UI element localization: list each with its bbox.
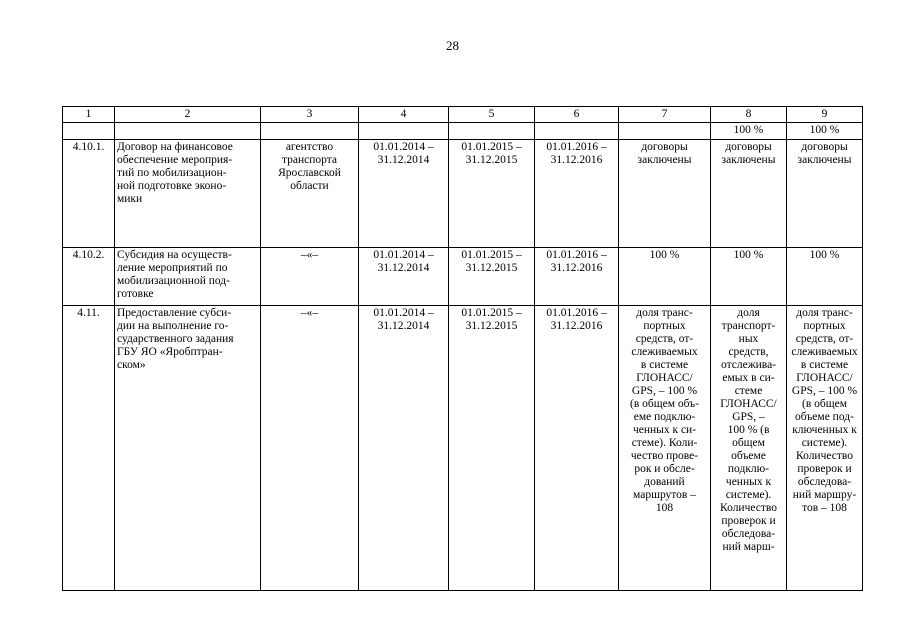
- cell-name: Договор на финансовое обеспечение мероприя- тий по мобилизацион- ной подготовке эконо- мики: [115, 140, 261, 248]
- cell-result-9: 100 %: [787, 248, 863, 306]
- program-table: [62, 106, 863, 591]
- cell-period-2014: 01.01.2014 – 31.12.2014: [359, 140, 449, 248]
- cell-name: Предоставление субси- дии на выполнение го- сударственного задания ГБУ ЯО «Яробптран- ском»: [115, 306, 261, 591]
- cell-result-9: 100 %: [787, 123, 863, 140]
- cell-period-2014: 01.01.2014 – 31.12.2014: [359, 306, 449, 591]
- cell-num: 4.10.1.: [63, 140, 115, 248]
- cell-period-2016: 01.01.2016 – 31.12.2016: [535, 140, 619, 248]
- cell-period-2016: 01.01.2016 – 31.12.2016: [535, 306, 619, 591]
- cell-result-9: договоры заключены: [787, 140, 863, 248]
- page-number: 28: [446, 38, 459, 53]
- cell-period-2015: [449, 123, 535, 140]
- column-header: 8: [711, 107, 787, 123]
- cell-period-2015: 01.01.2015 – 31.12.2015: [449, 140, 535, 248]
- column-header: 7: [619, 107, 711, 123]
- cell-result-7: [619, 123, 711, 140]
- cell-result-7: 100 %: [619, 248, 711, 306]
- cell-period-2015: 01.01.2015 – 31.12.2015: [449, 306, 535, 591]
- cell-period-2016: [535, 123, 619, 140]
- cell-executor: –«–: [261, 306, 359, 591]
- table-row: [63, 248, 863, 306]
- cell-result-8: 100 %: [711, 123, 787, 140]
- cell-name: [115, 123, 261, 140]
- cell-num: 4.11.: [63, 306, 115, 591]
- cell-num: 4.10.2.: [63, 248, 115, 306]
- column-header: 3: [261, 107, 359, 123]
- column-header: 4: [359, 107, 449, 123]
- column-header: 6: [535, 107, 619, 123]
- cell-result-8: доля транспорт- ных средств, отслежива- емых в си- стеме ГЛОНАСС/ GPS, – 100 % (в общем объеме подклю- ченных к системе). Количество проверок и обследова- ний марш-: [711, 306, 787, 591]
- cell-period-2016: 01.01.2016 – 31.12.2016: [535, 248, 619, 306]
- column-header: 1: [63, 107, 115, 123]
- cell-result-7: договоры заключены: [619, 140, 711, 248]
- cell-result-8: 100 %: [711, 248, 787, 306]
- column-header: 9: [787, 107, 863, 123]
- cell-result-8: договоры заключены: [711, 140, 787, 248]
- cell-result-9: доля транс- портных средств, от- слеживаемых в системе ГЛОНАСС/ GPS, – 100 % (в общем объеме под- ключенных к системе). Количество проверок и обследова- ний маршру- тов – 108: [787, 306, 863, 591]
- cell-executor: –«–: [261, 248, 359, 306]
- cell-period-2014: [359, 123, 449, 140]
- table-row: [63, 140, 863, 248]
- cell-result-7: доля транс- портных средств, от- слеживаемых в системе ГЛОНАСС/ GPS, – 100 % (в общем объ- еме подклю- ченных к си- стеме). Коли- чество прове- рок и обсле- дований маршрутов – 108: [619, 306, 711, 591]
- cell-name: Субсидия на осуществ- ление мероприятий по мобилизационной под- готовке: [115, 248, 261, 306]
- column-header: 2: [115, 107, 261, 123]
- table-row: [63, 123, 863, 140]
- cell-executor: [261, 123, 359, 140]
- cell-executor: агентство транспорта Ярославской области: [261, 140, 359, 248]
- column-header: 5: [449, 107, 535, 123]
- cell-num: [63, 123, 115, 140]
- cell-period-2015: 01.01.2015 – 31.12.2015: [449, 248, 535, 306]
- header-row: [63, 107, 863, 123]
- table-row: [63, 306, 863, 591]
- cell-period-2014: 01.01.2014 – 31.12.2014: [359, 248, 449, 306]
